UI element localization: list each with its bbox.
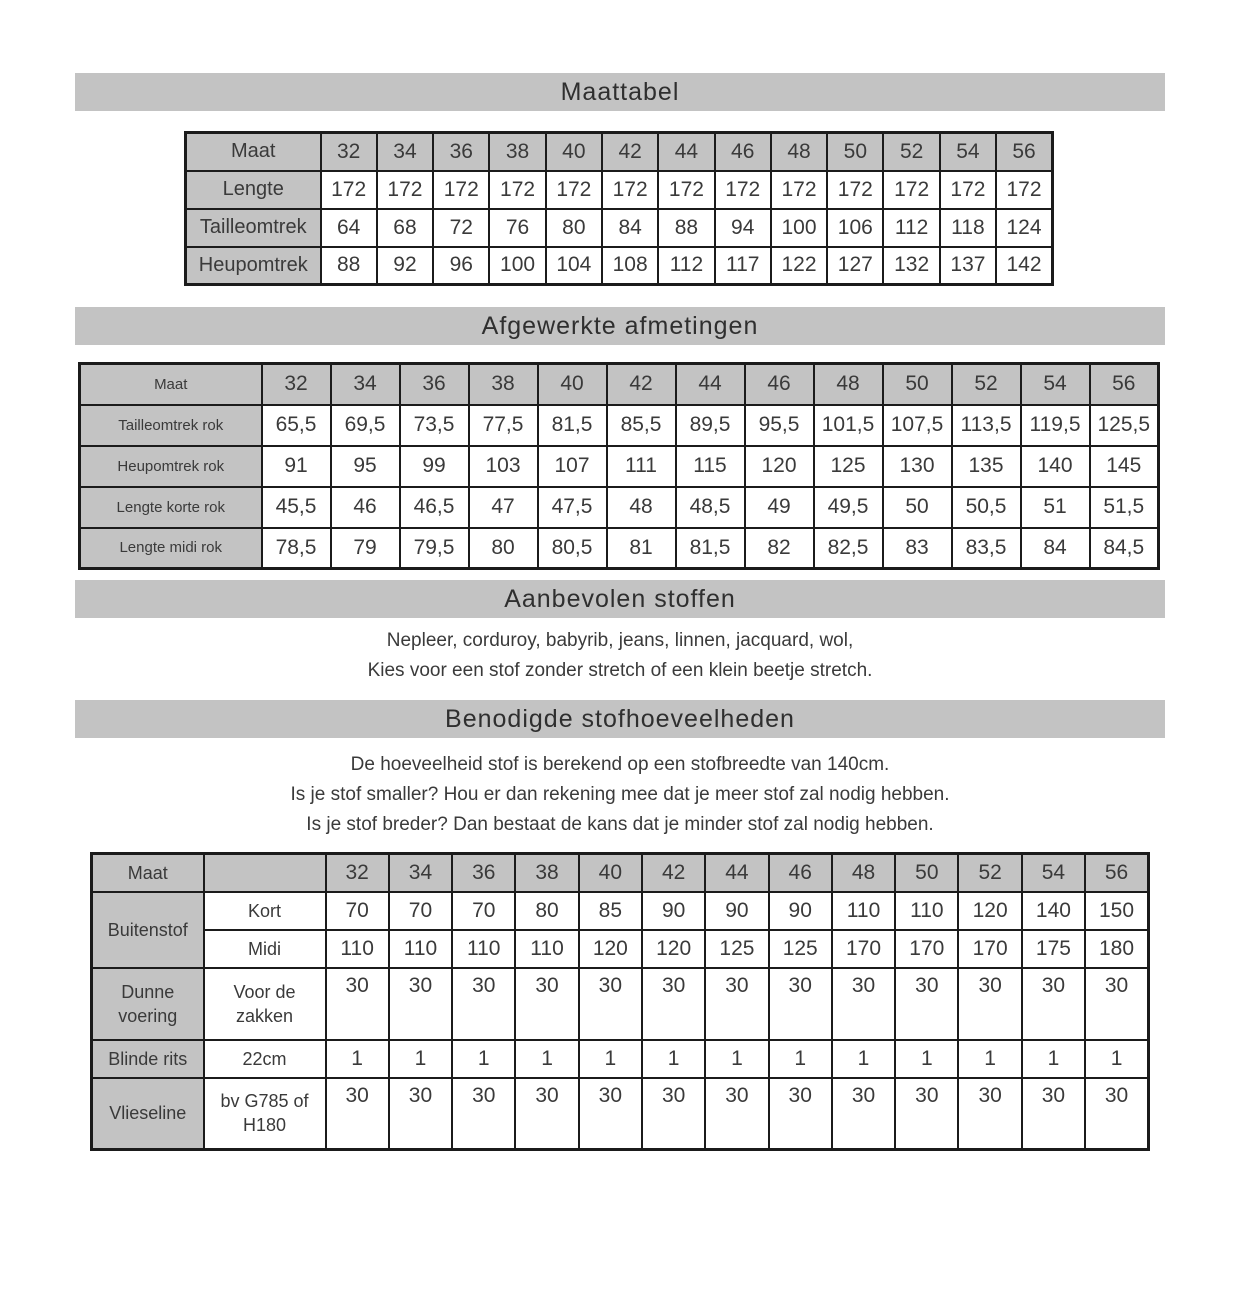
section-title-maattabel: Maattabel xyxy=(75,73,1165,111)
value-cell: 50,5 xyxy=(952,487,1021,528)
value-cell: 47,5 xyxy=(538,487,607,528)
value-cell: 172 xyxy=(546,171,602,209)
value-cell: 70 xyxy=(326,892,389,930)
value-cell: 103 xyxy=(469,446,538,487)
value-cell: 89,5 xyxy=(676,405,745,446)
value-cell: 30 xyxy=(895,968,958,1040)
size-header: 50 xyxy=(883,364,952,405)
value-cell: 125 xyxy=(769,930,832,968)
value-cell: 72 xyxy=(433,209,489,247)
row-label: Heupomtrek rok xyxy=(80,446,262,487)
value-cell: 125 xyxy=(705,930,768,968)
value-cell: 125 xyxy=(814,446,883,487)
value-cell: 30 xyxy=(579,1078,642,1150)
body-text-line: Is je stof breder? Dan bestaat de kans dat je minder stof zal nodig hebben. xyxy=(306,814,934,835)
table-row xyxy=(80,528,1159,569)
row-label: Tailleomtrek rok xyxy=(80,405,262,446)
value-cell: 30 xyxy=(769,968,832,1040)
size-header: 46 xyxy=(745,364,814,405)
row-label: Dunne voering xyxy=(92,968,204,1040)
page xyxy=(0,73,1240,1151)
value-cell: 30 xyxy=(642,1078,705,1150)
value-cell: 172 xyxy=(433,171,489,209)
value-cell: 101,5 xyxy=(814,405,883,446)
row-label: Vlieseline xyxy=(92,1078,204,1150)
row-sublabel: Midi xyxy=(204,930,326,968)
size-header: 34 xyxy=(389,854,452,892)
size-header: 42 xyxy=(607,364,676,405)
value-cell: 1 xyxy=(895,1040,958,1078)
size-header: 34 xyxy=(331,364,400,405)
table-row xyxy=(186,247,1053,285)
value-cell: 68 xyxy=(377,209,433,247)
size-header: 32 xyxy=(326,854,389,892)
value-cell: 46,5 xyxy=(400,487,469,528)
row-label: Lengte xyxy=(186,171,321,209)
section-title-afgewerkte-afmetingen: Afgewerkte afmetingen xyxy=(75,307,1165,345)
value-cell: 30 xyxy=(1085,968,1148,1040)
value-cell: 107,5 xyxy=(883,405,952,446)
value-cell: 90 xyxy=(769,892,832,930)
value-cell: 30 xyxy=(389,1078,452,1150)
value-cell: 30 xyxy=(1022,1078,1085,1150)
size-header: 36 xyxy=(452,854,515,892)
size-header: 36 xyxy=(433,133,489,171)
value-cell: 110 xyxy=(515,930,578,968)
row-label: Tailleomtrek xyxy=(186,209,321,247)
size-header: 38 xyxy=(515,854,578,892)
value-cell: 172 xyxy=(658,171,714,209)
value-cell: 83,5 xyxy=(952,528,1021,569)
value-cell: 120 xyxy=(958,892,1021,930)
value-cell: 30 xyxy=(958,1078,1021,1150)
body-text-line: De hoeveelheid stof is berekend op een stofbreedte van 140cm. xyxy=(350,754,890,775)
value-cell: 135 xyxy=(952,446,1021,487)
value-cell: 172 xyxy=(940,171,996,209)
value-cell: 120 xyxy=(745,446,814,487)
value-cell: 145 xyxy=(1090,446,1159,487)
size-header: 38 xyxy=(469,364,538,405)
size-header: 52 xyxy=(958,854,1021,892)
value-cell: 172 xyxy=(489,171,545,209)
row-label: Lengte midi rok xyxy=(80,528,262,569)
row-label: Buitenstof xyxy=(92,892,204,968)
value-cell: 77,5 xyxy=(469,405,538,446)
value-cell: 180 xyxy=(1085,930,1148,968)
value-cell: 118 xyxy=(940,209,996,247)
row-sublabel: bv G785 of H180 xyxy=(204,1078,326,1150)
value-cell: 81 xyxy=(607,528,676,569)
value-cell: 88 xyxy=(658,209,714,247)
corner-label: Maat xyxy=(92,854,204,892)
value-cell: 48,5 xyxy=(676,487,745,528)
value-cell: 110 xyxy=(389,930,452,968)
value-cell: 81,5 xyxy=(676,528,745,569)
value-cell: 88 xyxy=(321,247,377,285)
value-cell: 84,5 xyxy=(1090,528,1159,569)
value-cell: 132 xyxy=(883,247,939,285)
value-cell: 125,5 xyxy=(1090,405,1159,446)
value-cell: 96 xyxy=(433,247,489,285)
section-title-benodigde-stofhoeveelheden: Benodigde stofhoeveelheden xyxy=(75,700,1165,738)
stofhoeveelheden-table xyxy=(90,852,1150,1151)
size-header: 56 xyxy=(996,133,1052,171)
table-row xyxy=(186,209,1053,247)
size-header: 34 xyxy=(377,133,433,171)
value-cell: 1 xyxy=(958,1040,1021,1078)
size-header: 48 xyxy=(832,854,895,892)
row-sublabel: 22cm xyxy=(204,1040,326,1078)
recommended-fabrics-text xyxy=(0,626,1240,686)
value-cell: 111 xyxy=(607,446,676,487)
size-header: 46 xyxy=(769,854,832,892)
value-cell: 30 xyxy=(326,1078,389,1150)
value-cell: 117 xyxy=(715,247,771,285)
value-cell: 142 xyxy=(996,247,1052,285)
value-cell: 95 xyxy=(331,446,400,487)
value-cell: 172 xyxy=(996,171,1052,209)
value-cell: 76 xyxy=(489,209,545,247)
value-cell: 47 xyxy=(469,487,538,528)
value-cell: 172 xyxy=(602,171,658,209)
value-cell: 79,5 xyxy=(400,528,469,569)
header-row xyxy=(92,854,1149,892)
value-cell: 78,5 xyxy=(262,528,331,569)
value-cell: 172 xyxy=(715,171,771,209)
value-cell: 90 xyxy=(642,892,705,930)
value-cell: 46 xyxy=(331,487,400,528)
value-cell: 1 xyxy=(326,1040,389,1078)
value-cell: 49 xyxy=(745,487,814,528)
size-header: 46 xyxy=(715,133,771,171)
value-cell: 30 xyxy=(515,1078,578,1150)
row-label: Heupomtrek xyxy=(186,247,321,285)
value-cell: 1 xyxy=(452,1040,515,1078)
header-row xyxy=(186,133,1053,171)
value-cell: 1 xyxy=(832,1040,895,1078)
size-header: 48 xyxy=(814,364,883,405)
size-header: 38 xyxy=(489,133,545,171)
value-cell: 84 xyxy=(1021,528,1090,569)
value-cell: 100 xyxy=(489,247,545,285)
size-header: 42 xyxy=(642,854,705,892)
size-header: 32 xyxy=(262,364,331,405)
value-cell: 1 xyxy=(1022,1040,1085,1078)
value-cell: 30 xyxy=(389,968,452,1040)
value-cell: 108 xyxy=(602,247,658,285)
value-cell: 80 xyxy=(469,528,538,569)
fabric-quantity-intro-text xyxy=(0,750,1240,840)
value-cell: 70 xyxy=(389,892,452,930)
value-cell: 95,5 xyxy=(745,405,814,446)
value-cell: 30 xyxy=(326,968,389,1040)
size-header: 42 xyxy=(602,133,658,171)
value-cell: 130 xyxy=(883,446,952,487)
row-label: Blinde rits xyxy=(92,1040,204,1078)
value-cell: 120 xyxy=(579,930,642,968)
table-row xyxy=(80,487,1159,528)
value-cell: 1 xyxy=(705,1040,768,1078)
value-cell: 30 xyxy=(769,1078,832,1150)
size-header: 54 xyxy=(1022,854,1085,892)
value-cell: 112 xyxy=(883,209,939,247)
value-cell: 107 xyxy=(538,446,607,487)
value-cell: 81,5 xyxy=(538,405,607,446)
value-cell: 30 xyxy=(895,1078,958,1150)
size-header: 50 xyxy=(827,133,883,171)
size-header: 54 xyxy=(940,133,996,171)
value-cell: 30 xyxy=(832,1078,895,1150)
value-cell: 85,5 xyxy=(607,405,676,446)
value-cell: 170 xyxy=(832,930,895,968)
size-header: 52 xyxy=(883,133,939,171)
value-cell: 30 xyxy=(1022,968,1085,1040)
value-cell: 1 xyxy=(1085,1040,1148,1078)
value-cell: 140 xyxy=(1021,446,1090,487)
size-header: 44 xyxy=(705,854,768,892)
table-row xyxy=(186,171,1053,209)
value-cell: 30 xyxy=(642,968,705,1040)
value-cell: 91 xyxy=(262,446,331,487)
value-cell: 172 xyxy=(827,171,883,209)
value-cell: 120 xyxy=(642,930,705,968)
value-cell: 94 xyxy=(715,209,771,247)
table-row xyxy=(92,892,1149,930)
size-header: 40 xyxy=(538,364,607,405)
value-cell: 110 xyxy=(832,892,895,930)
value-cell: 30 xyxy=(705,1078,768,1150)
value-cell: 100 xyxy=(771,209,827,247)
afgewerkte-afmetingen-table xyxy=(78,362,1160,570)
value-cell: 1 xyxy=(769,1040,832,1078)
body-text-line: Nepleer, corduroy, babyrib, jeans, linnen, jacquard, wol, xyxy=(386,630,854,651)
value-cell: 50 xyxy=(883,487,952,528)
value-cell: 119,5 xyxy=(1021,405,1090,446)
value-cell: 137 xyxy=(940,247,996,285)
maattabel-table xyxy=(184,131,1054,286)
value-cell: 110 xyxy=(895,892,958,930)
size-header: 32 xyxy=(321,133,377,171)
size-header: 50 xyxy=(895,854,958,892)
header-row xyxy=(80,364,1159,405)
value-cell: 30 xyxy=(452,968,515,1040)
value-cell: 172 xyxy=(321,171,377,209)
size-header: 56 xyxy=(1090,364,1159,405)
value-cell: 30 xyxy=(705,968,768,1040)
value-cell: 82 xyxy=(745,528,814,569)
value-cell: 170 xyxy=(895,930,958,968)
value-cell: 70 xyxy=(452,892,515,930)
value-cell: 92 xyxy=(377,247,433,285)
value-cell: 84 xyxy=(602,209,658,247)
value-cell: 85 xyxy=(579,892,642,930)
body-text-line: Is je stof smaller? Hou er dan rekening mee dat je meer stof zal nodig hebben. xyxy=(290,784,950,805)
value-cell: 113,5 xyxy=(952,405,1021,446)
value-cell: 73,5 xyxy=(400,405,469,446)
value-cell: 1 xyxy=(579,1040,642,1078)
value-cell: 65,5 xyxy=(262,405,331,446)
value-cell: 83 xyxy=(883,528,952,569)
value-cell: 110 xyxy=(452,930,515,968)
value-cell: 51 xyxy=(1021,487,1090,528)
value-cell: 1 xyxy=(642,1040,705,1078)
table-row xyxy=(80,405,1159,446)
size-header: 52 xyxy=(952,364,1021,405)
corner-label: Maat xyxy=(186,133,321,171)
table-row xyxy=(92,1040,1149,1078)
value-cell: 30 xyxy=(515,968,578,1040)
value-cell: 150 xyxy=(1085,892,1148,930)
value-cell: 110 xyxy=(326,930,389,968)
size-header: 54 xyxy=(1021,364,1090,405)
body-text-line: Kies voor een stof zonder stretch of een klein beetje stretch. xyxy=(367,660,873,681)
value-cell: 122 xyxy=(771,247,827,285)
size-header: 36 xyxy=(400,364,469,405)
value-cell: 69,5 xyxy=(331,405,400,446)
blank-header-cell xyxy=(204,854,326,892)
value-cell: 106 xyxy=(827,209,883,247)
value-cell: 64 xyxy=(321,209,377,247)
value-cell: 140 xyxy=(1022,892,1085,930)
value-cell: 104 xyxy=(546,247,602,285)
size-header: 44 xyxy=(676,364,745,405)
value-cell: 80 xyxy=(546,209,602,247)
value-cell: 30 xyxy=(579,968,642,1040)
value-cell: 1 xyxy=(389,1040,452,1078)
value-cell: 99 xyxy=(400,446,469,487)
value-cell: 170 xyxy=(958,930,1021,968)
value-cell: 30 xyxy=(832,968,895,1040)
value-cell: 80,5 xyxy=(538,528,607,569)
table-row xyxy=(92,968,1149,1040)
row-label: Lengte korte rok xyxy=(80,487,262,528)
value-cell: 80 xyxy=(515,892,578,930)
value-cell: 82,5 xyxy=(814,528,883,569)
size-header: 56 xyxy=(1085,854,1148,892)
value-cell: 30 xyxy=(452,1078,515,1150)
value-cell: 172 xyxy=(883,171,939,209)
value-cell: 127 xyxy=(827,247,883,285)
row-sublabel: Voor de zakken xyxy=(204,968,326,1040)
value-cell: 51,5 xyxy=(1090,487,1159,528)
table-row xyxy=(92,1078,1149,1150)
size-header: 44 xyxy=(658,133,714,171)
size-header: 48 xyxy=(771,133,827,171)
row-sublabel: Kort xyxy=(204,892,326,930)
value-cell: 172 xyxy=(771,171,827,209)
value-cell: 30 xyxy=(1085,1078,1148,1150)
value-cell: 175 xyxy=(1022,930,1085,968)
value-cell: 45,5 xyxy=(262,487,331,528)
size-header: 40 xyxy=(579,854,642,892)
size-header: 40 xyxy=(546,133,602,171)
value-cell: 1 xyxy=(515,1040,578,1078)
section-title-aanbevolen-stoffen: Aanbevolen stoffen xyxy=(75,580,1165,618)
value-cell: 112 xyxy=(658,247,714,285)
value-cell: 90 xyxy=(705,892,768,930)
value-cell: 172 xyxy=(377,171,433,209)
corner-label: Maat xyxy=(80,364,262,405)
value-cell: 79 xyxy=(331,528,400,569)
table-row xyxy=(80,446,1159,487)
table-row xyxy=(92,930,1149,968)
value-cell: 30 xyxy=(958,968,1021,1040)
value-cell: 48 xyxy=(607,487,676,528)
value-cell: 49,5 xyxy=(814,487,883,528)
value-cell: 124 xyxy=(996,209,1052,247)
value-cell: 115 xyxy=(676,446,745,487)
